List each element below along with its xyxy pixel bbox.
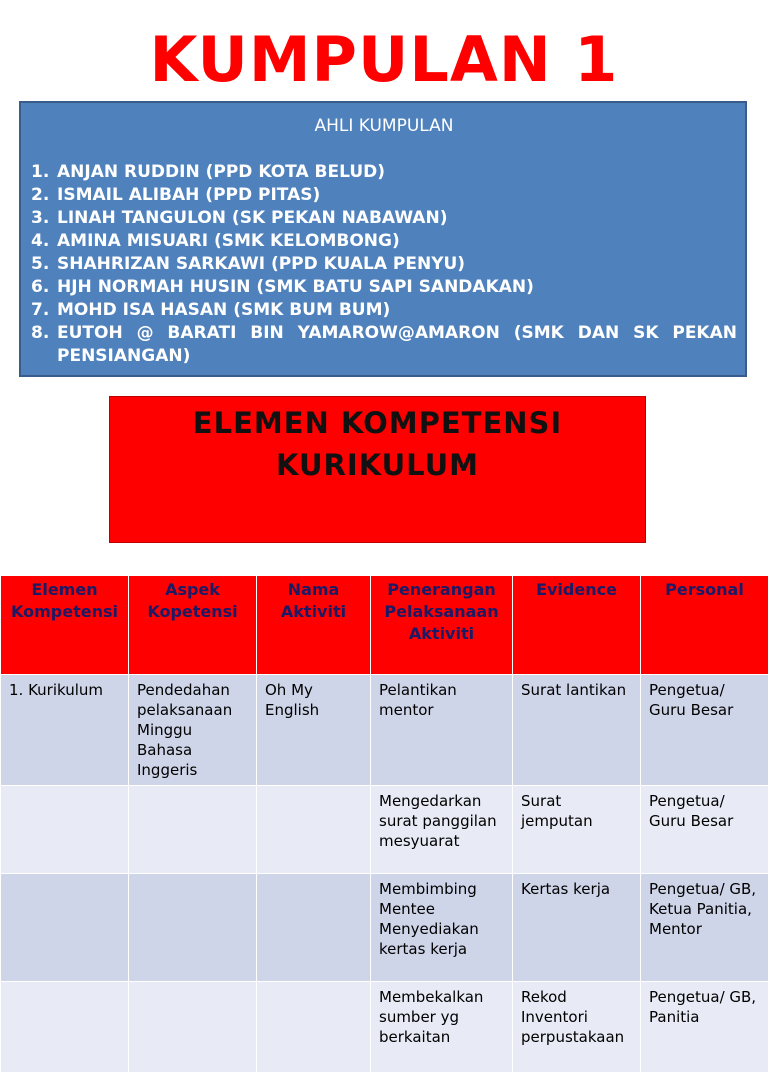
table-cell	[257, 786, 371, 874]
element-heading-line-1: ELEMEN KOMPETENSI	[110, 402, 645, 444]
table-cell: Pengetua/ Guru Besar	[641, 675, 768, 786]
member-name: ISMAIL ALIBAH (PPD PITAS)	[57, 184, 737, 207]
table-cell: Surat lantikan	[513, 675, 641, 786]
member-item	[31, 322, 737, 368]
table-cell	[1, 982, 129, 1073]
header-elemen-kompetensi: Elemen Kompetensi	[1, 576, 129, 675]
member-number: 1.	[31, 161, 57, 184]
member-name: ANJAN RUDDIN (PPD KOTA BELUD)	[57, 161, 737, 184]
member-item	[31, 299, 737, 322]
member-number: 8.	[31, 322, 57, 368]
member-name: LINAH TANGULON (SK PEKAN NABAWAN)	[57, 207, 737, 230]
table-cell: Membekalkan sumber yg berkaitan	[371, 982, 513, 1073]
element-heading-line-2: KURIKULUM	[110, 444, 645, 486]
competency-table	[0, 575, 768, 1073]
table-cell: Pengetua/ GB, Panitia	[641, 982, 768, 1073]
table-header-row	[1, 576, 768, 675]
members-heading: AHLI KUMPULAN	[31, 115, 737, 138]
member-number: 5.	[31, 253, 57, 276]
table-row	[1, 874, 768, 982]
table-cell	[129, 874, 257, 982]
header-personal: Personal	[641, 576, 768, 675]
member-item	[31, 184, 737, 207]
table-row	[1, 675, 768, 786]
table-cell: Mengedarkan surat panggilan mesyuarat	[371, 786, 513, 874]
table-cell: Membimbing Mentee Menyediakan kertas kerja	[371, 874, 513, 982]
table-cell	[1, 874, 129, 982]
member-name: EUTOH @ BARATI BIN YAMAROW@AMARON (SMK DAN SK PEKAN PENSIANGAN)	[57, 322, 737, 368]
member-item	[31, 161, 737, 184]
member-item	[31, 230, 737, 253]
table-cell	[257, 982, 371, 1073]
header-penerangan: Penerangan Pelaksanaan Aktiviti	[371, 576, 513, 675]
member-number: 6.	[31, 276, 57, 299]
member-number: 7.	[31, 299, 57, 322]
members-panel	[19, 101, 747, 377]
table-cell	[1, 786, 129, 874]
member-item	[31, 253, 737, 276]
member-name: AMINA MISUARI (SMK KELOMBONG)	[57, 230, 737, 253]
table-cell	[129, 786, 257, 874]
member-number: 4.	[31, 230, 57, 253]
table-cell: Kertas kerja	[513, 874, 641, 982]
table-cell	[257, 874, 371, 982]
member-name: MOHD ISA HASAN (SMK BUM BUM)	[57, 299, 737, 322]
header-evidence: Evidence	[513, 576, 641, 675]
table-cell: Pengetua/ Guru Besar	[641, 786, 768, 874]
member-number: 3.	[31, 207, 57, 230]
table-cell: Oh My English	[257, 675, 371, 786]
table-cell	[129, 982, 257, 1073]
member-number: 2.	[31, 184, 57, 207]
table-cell: Pelantikan mentor	[371, 675, 513, 786]
table-cell: Pendedahan pelaksanaan Minggu Bahasa Inggeris	[129, 675, 257, 786]
header-nama-aktiviti: Nama Aktiviti	[257, 576, 371, 675]
table-cell: Surat jemputan	[513, 786, 641, 874]
member-name: HJH NORMAH HUSIN (SMK BATU SAPI SANDAKAN)	[57, 276, 737, 299]
member-name: SHAHRIZAN SARKAWI (PPD KUALA PENYU)	[57, 253, 737, 276]
members-list	[31, 161, 737, 368]
header-aspek-kopetensi: Aspek Kopetensi	[129, 576, 257, 675]
table-cell: Pengetua/ GB, Ketua Panitia, Mentor	[641, 874, 768, 982]
member-item	[31, 207, 737, 230]
table-row	[1, 786, 768, 874]
table-cell: Rekod Inventori perpustakaan	[513, 982, 641, 1073]
table-row	[1, 982, 768, 1073]
element-heading-box	[109, 396, 646, 543]
table-cell: 1. Kurikulum	[1, 675, 129, 786]
member-item	[31, 276, 737, 299]
page-title: KUMPULAN 1	[0, 22, 768, 98]
